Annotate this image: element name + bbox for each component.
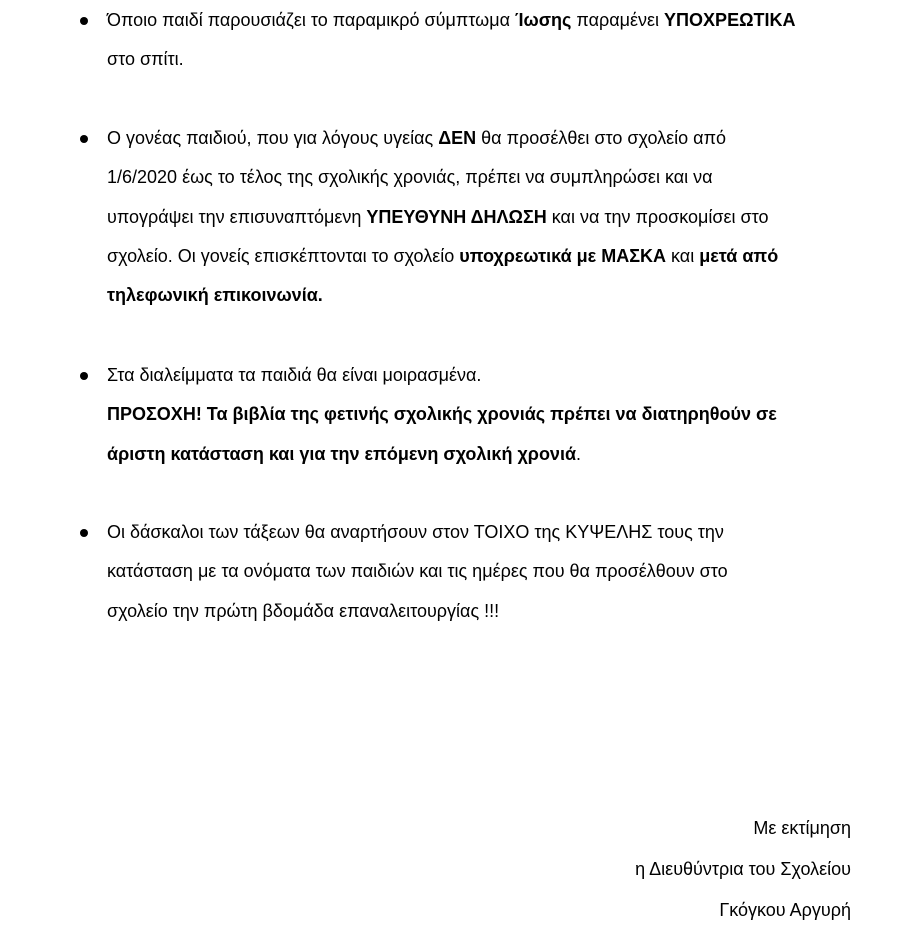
- text-run: 1/6/2020 έως το τέλος της σχολικής χρονιάς, πρέπει να συμπληρώσει και να: [107, 167, 713, 188]
- bold-text-run: ΔΕΝ: [438, 128, 477, 148]
- text-run: .: [576, 443, 582, 464]
- text-run: Οι δάσκαλοι των τάξεων θα αναρτήσουν στον ΤΟΙΧΟ της ΚΥΨΕΛΗΣ τους την: [107, 522, 724, 542]
- bold-text-run: ΥΠΕΥΘΥΝΗ ΔΗΛΩΣΗ: [366, 206, 547, 227]
- bold-text-run: Ίωσης: [515, 10, 572, 30]
- text-line: [107, 166, 713, 188]
- text-run: στο σπίτι.: [107, 49, 184, 70]
- text-run: και να την προσκομίσει στο: [546, 206, 769, 227]
- signature-name: Γκόγκου Αργυρή: [719, 900, 851, 920]
- bold-text-run: υποχρεωτικά με ΜΑΣΚΑ: [459, 245, 667, 266]
- bullet-dot-icon: [80, 135, 88, 143]
- text-run: σχολείο. Οι γονείς επισκέπτονται το σχολείο: [107, 245, 460, 266]
- text-line: [107, 560, 728, 582]
- text-run: Όποιο παιδί παρουσιάζει το παραμικρό σύμπτωμα: [107, 10, 515, 30]
- bold-text-run: ΥΠΟΧΡΕΩΤΙΚΑ: [664, 10, 796, 30]
- text-line: [107, 127, 726, 149]
- text-line: [107, 245, 778, 267]
- signature-closing: Με εκτίμηση: [753, 818, 851, 838]
- bullet-dot-icon: [80, 529, 88, 537]
- text-line: [107, 206, 769, 228]
- bullet-dot-icon: [80, 372, 88, 380]
- text-run: Στα διαλείμματα τα παιδιά θα είναι μοιρασμένα.: [107, 365, 482, 385]
- signature-role: η Διευθύντρια του Σχολείου: [635, 859, 851, 879]
- text-run: Ο γονέας παιδιού, που για λόγους υγείας: [107, 128, 439, 148]
- bullet-dot-icon: [80, 17, 88, 25]
- bold-text-run: ΠΡΟΣΟΧΗ! Τα βιβλία της φετινής σχολικής χρονιάς πρέπει να διατηρηθούν σε: [107, 404, 777, 425]
- text-run: θα προσέλθει στο σχολείο από: [476, 128, 727, 148]
- bold-text-run: άριστη κατάσταση και για την επόμενη σχολική χρονιά: [107, 443, 577, 464]
- bold-text-run: τηλεφωνική επικοινωνία.: [107, 285, 323, 306]
- text-run: σχολείο την πρώτη βδομάδα επαναλειτουργίας !!!: [107, 600, 500, 621]
- bold-text-run: μετά από: [699, 245, 779, 266]
- text-run: και: [666, 245, 700, 266]
- text-line: [107, 521, 724, 543]
- text-line: [107, 48, 184, 70]
- text-line: [107, 364, 481, 386]
- text-line: [107, 403, 777, 425]
- text-run: υπογράψει την επισυναπτόμενη: [107, 206, 367, 227]
- text-run: κατάσταση με τα ονόματα των παιδιών και τις ημέρες που θα προσέλθουν στο: [107, 561, 728, 582]
- text-line: [107, 443, 581, 465]
- text-run: παραμένει: [571, 10, 665, 30]
- text-line: [107, 600, 499, 622]
- text-line: [107, 9, 796, 31]
- text-line: [107, 284, 323, 306]
